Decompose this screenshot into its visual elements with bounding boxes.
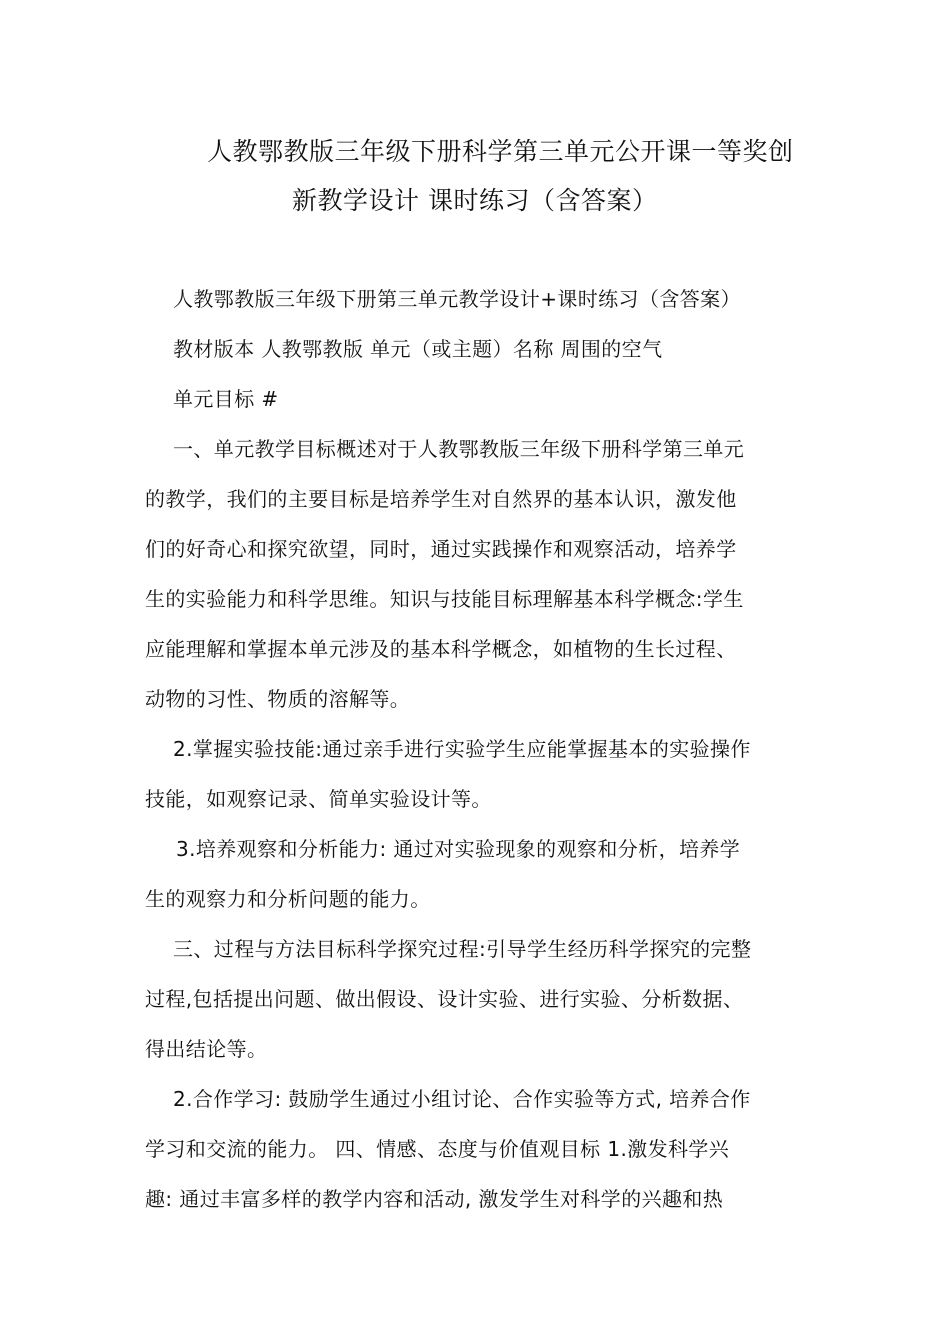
body-line: 的教学，我们的主要目标是培养学生对自然界的基本认识，激发他 xyxy=(145,487,737,511)
body-line: 2.掌握实验技能:通过亲手进行实验学生应能掌握基本的实验操作 xyxy=(173,737,751,761)
body-line: 一、单元教学目标概述对于人教鄂教版三年级下册科学第三单元 xyxy=(173,437,745,461)
body-line: 应能理解和掌握本单元涉及的基本科学概念，如植物的生长过程、 xyxy=(145,637,737,661)
body-line: 三、过程与方法目标科学探究过程:引导学生经历科学探究的完整 xyxy=(173,937,752,961)
body-line: 们的好奇心和探究欲望，同时，通过实践操作和观察活动，培养学 xyxy=(145,537,737,561)
body-line: 3.培养观察和分析能力: 通过对实验现象的观察和分析，培养学 xyxy=(176,837,741,861)
body-line: 教材版本 人教鄂教版 单元（或主题）名称 周围的空气 xyxy=(173,337,663,361)
body-line: 得出结论等。 xyxy=(145,1037,268,1061)
body-line: 趣: 通过丰富多样的教学内容和活动, 激发学生对科学的兴趣和热 xyxy=(145,1187,724,1211)
body-line: 生的观察力和分析问题的能力。 xyxy=(145,887,431,911)
body-line: 生的实验能力和科学思维。知识与技能目标理解基本科学概念:学生 xyxy=(145,587,744,611)
document-title-line-1: 人教鄂教版三年级下册科学第三单元公开课一等奖创 xyxy=(207,137,794,166)
document-title-line-2: 新教学设计 课时练习（含答案） xyxy=(292,186,658,215)
body-line: 人教鄂教版三年级下册第三单元教学设计+课时练习（含答案） xyxy=(173,287,741,311)
body-line: 学习和交流的能力。 四、情感、态度与价值观目标 1.激发科学兴 xyxy=(145,1137,730,1161)
body-line: 单元目标 # xyxy=(173,387,279,411)
body-line: 过程,包括提出问题、做出假设、设计实验、进行实验、分析数据、 xyxy=(145,987,744,1011)
body-line: 动物的习性、物质的溶解等。 xyxy=(145,687,411,711)
body-line: 2.合作学习: 鼓励学生通过小组讨论、合作实验等方式, 培养合作 xyxy=(173,1087,751,1111)
body-line: 技能，如观察记录、简单实验设计等。 xyxy=(145,787,492,811)
